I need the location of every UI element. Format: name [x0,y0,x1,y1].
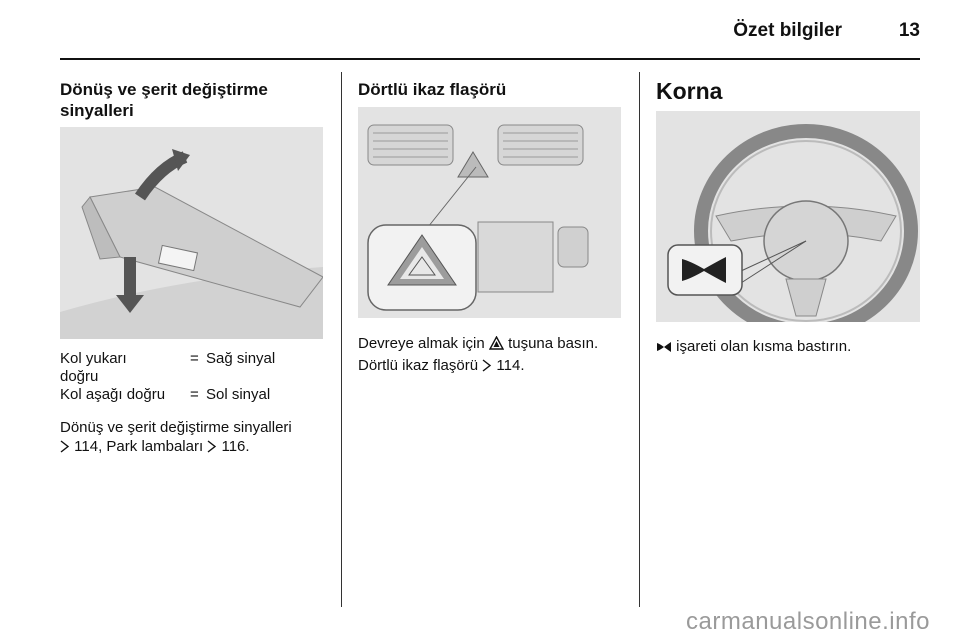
reference-end: . [520,357,525,374]
table-cell: = [190,350,199,367]
reference-text: Dönüş ve şerit değiştirme sinyalleri [60,419,292,436]
watermark: carmanualsonline.info [686,608,930,635]
cell-text: doğru [60,368,99,385]
cell-text: Kol yukarı [60,350,127,367]
horn-icon [656,339,672,358]
signal-table [60,350,320,404]
section-heading-horn: Korna [656,78,723,104]
column-divider-1 [341,72,342,607]
reference-links [60,437,330,458]
reference-text: , Park lambaları [98,438,204,455]
table-row [60,350,320,386]
section-heading-turn-signals [60,79,330,121]
page-reference-icon [482,358,492,377]
reference-page[interactable]: 114 [496,357,521,374]
instruction-text: işareti olan kısma bastırın. [676,338,852,355]
instruction-text: Devreye almak için [358,335,485,352]
hazard-reference [358,356,633,377]
reference-page[interactable]: 116 [221,438,246,455]
instruction-text: tuşuna basın. [508,335,599,352]
turn-signals-reference [60,418,330,458]
page-reference-icon [207,439,217,458]
horn-steering-wheel-illustration [656,111,920,322]
page-header-title: Özet bilgiler [733,20,842,41]
header-divider [60,58,920,60]
table-cell: Sağ sinyal [206,350,276,367]
table-cell [60,350,190,386]
column-divider-2 [639,72,640,607]
table-cell: Sol sinyal [206,386,271,403]
hazard-button-illustration [358,107,621,318]
horn-instruction [656,337,926,358]
turn-signal-stalk-illustration [60,127,323,339]
page-reference-icon [60,439,70,458]
table-cell: Kol aşağı doğru [60,386,166,403]
hazard-instruction [358,334,633,355]
reference-end: . [245,438,250,455]
table-row [60,386,320,404]
hazard-triangle-icon [489,336,504,355]
heading-line: sinyalleri [60,101,134,120]
table-cell: = [190,386,199,403]
reference-text: Dörtlü ikaz flaşörü [358,357,479,374]
reference-page[interactable]: 114 [74,438,99,455]
heading-line: Dönüş ve şerit değiştirme [60,80,268,99]
section-heading-hazard: Dörtlü ikaz flaşörü [358,80,507,99]
page-number: 13 [898,20,920,41]
